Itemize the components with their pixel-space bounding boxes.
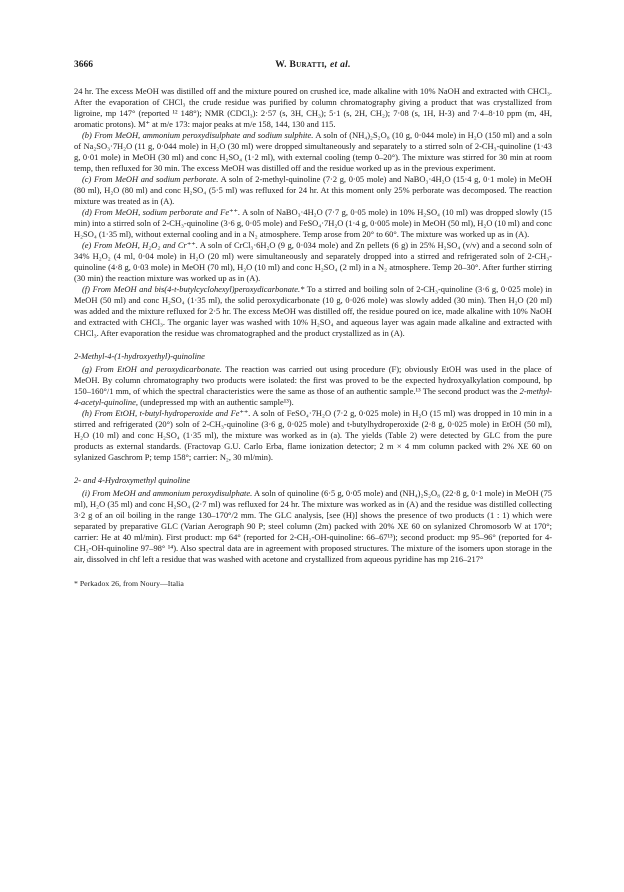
procedure-c-lead: (c) From MeOH and sodium perborate.: [82, 174, 219, 184]
paragraph-procedure-e: [74, 240, 552, 284]
procedure-c-text: A soln of 2-methyl-quinoline (7·2 g, 0·05 mole) and NaBO₃·4H₂O (15·4 g, 0·1 mole) in MeOH (80 ml), H₂O (80 ml) and conc H₂SO₄ (5·5 ml) was refluxed for 24 hr. At this moment only 25% perborate was decomposed. The reaction mixture was treated as in (A).: [74, 174, 552, 206]
procedure-g-text-b: , (undepressed mp with an authentic sample¹³).: [135, 397, 294, 407]
procedure-h-text: A soln of FeSO₄·7H₂O (7·2 g, 0·025 mole) in H₂O (15 ml) was dropped in 10 min in a stirred and refrigerated (20°) soln of 2-CH₃-quinoline (3·6 g, 0·025 mole) and t-butylhydroperoxide (2·8 g, 0·025 mole) in EtOH (50 ml), H₂O (10 ml) and conc H₂SO₄ (1·35 ml), the mixture was worked as in (a). The yields (Table 2) were detected by GLC from the pure products as external standards. (Fractovap G.U. Carlo Erba, flame ionization detector; 2 m × 4 mm column packed with 2% XE 60 on sylanized Gaschrom P; temp 158°; carrier: N₂, 30 ml/min).: [74, 408, 552, 462]
running-header: [74, 60, 552, 76]
procedure-f-lead: (f) From MeOH and bis(4-t-butylcyclohexyl)peroxydicarbonate.*: [82, 284, 305, 294]
procedure-g-compound: 2-methyl-4-acetyl-quinoline: [74, 386, 552, 407]
procedure-e-lead: (e) From MeOH, H₂O₂ and Cr⁺⁺.: [82, 240, 198, 250]
paragraph-procedure-c: [74, 174, 552, 207]
procedure-d-lead: (d) From MeOH, sodium perborate and Fe⁺⁺.: [82, 207, 241, 217]
section-heading-hydroxyethyl: [74, 351, 552, 362]
author-name: W. Buratti: [275, 60, 325, 70]
procedure-h-lead: (h) From EtOH, t-butyl-hydroperoxide and Fe⁺⁺.: [82, 408, 251, 418]
section-heading-hydroxymethyl: [74, 475, 552, 486]
procedure-i-text: A soln of quinoline (6·5 g, 0·05 mole) and (NH₄)₂S₂O₈ (22·8 g, 0·1 mole) in MeOH (75 ml), H₂O (35 ml) and conc H₂SO₄ (2·7 ml) was refluxed for 24 hr. The mixture was worked as in (A) and the residue was distilled collecting 3·2 g of an oil boiling in the range 130–170°/2 mm. The GLC analysis, [see (H)] shows the presence of two products (1 : 1) which were separated by preparative GLC (Varian Aerograph 90 P; steel column (2m) packed with 20% XE 60 on sylanized Chromosorb W at 170°; carrier: He at 40 ml/min). First product: mp 64° (reported for 2-CH₂-OH-quinoline: 66–67¹³); second product: mp 95–96° (reported for 4-CH₂-OH-quinoline 97–98° ¹⁴). Also spectral data are in agreement with proposed structures. The mixture of the isomers upon storage in the air, dissolved in chf left a residue that was washed with acetone and crystallized from aqueous pyridine has mp 216–217°: [74, 488, 553, 564]
page-number: 3666: [74, 60, 93, 70]
procedure-i-lead: (i) From MeOH and ammonium peroxydisulphate.: [82, 488, 253, 498]
article-body: [74, 86, 552, 589]
paragraph-procedure-d: [74, 207, 552, 240]
paragraph-procedure-g: [74, 364, 552, 408]
procedure-d-text: A soln of NaBO₃·4H₂O (7·7 g, 0·05 mole) in 10% H₂SO₄ (10 ml) was dropped slowly (15 min) into a stirred soln of 2-CH₃-quinoline (3·6 g, 0·05 mole) and FeSO₄·7H₂O (1·4 g, 0·005 mole) in MeOH (50 ml), H₂O (10 ml) and conc H₂SO₄ (1·35 ml), without external cooling and in a N₂ atmosphere. Temp arose from 20° to 60°. The mixture was worked up as in (A).: [74, 207, 552, 239]
paragraph-procedure-b: [74, 130, 552, 174]
paragraph-procedure-h: [74, 408, 552, 463]
author-etal: , et al.: [324, 60, 351, 70]
procedure-b-lead: (b) From MeOH, ammonium peroxydisulphate and sodium sulphite.: [82, 130, 314, 140]
procedure-f-text: To a stirred and boiling soln of 2-CH₃-quinoline (3·6 g, 0·025 mole) in MeOH (50 ml) and conc H₂SO₄ (1·35 ml), the solid peroxydicarbonate (10 g, 0·026 mole) was slowly added (30 min). Then H₂O (20 ml) was added and the mixture refluxed for 2·5 hr. The excess MeOH was distilled off, the residue poured on ice, made alkaline with 10% NaOH and extracted with CHCl₃. The organic layer was washed with 10% H₂SO₄ and aqueous layer was again made alkaline and extracted with CHCl₃. After evaporation the residue was chromatographed and the product crystallized as in (A).: [74, 284, 552, 338]
paragraph-procedure-f: [74, 284, 552, 339]
procedure-b-text: A soln of (NH₄)₂S₂O₈ (10 g, 0·044 mole) in H₂O (150 ml) and a soln of Na₂SO₃·7H₂O (11 g, 0·044 mole) in H₂O (30 ml) were dropped simultaneously and separately to a stirred soln of 2-CH₃-quinoline (1·43 g, 0·01 mole) in MeOH (30 ml) and conc H₂SO₄ (1·2 ml), with external cooling (temp 0–20°). The mixture was stirred for 30 min at room temp, then refluxed for 30 min. The excess MeOH was distilled off and the residue worked up as in the previous experiment.: [74, 130, 552, 173]
footnote: * Perkadox 26, from Noury—Italia: [74, 579, 184, 588]
section-heading-hydroxyethyl-text: 2-Methyl-4-(1-hydroxyethyl)-quinoline: [74, 351, 205, 361]
running-title: [74, 60, 552, 70]
procedure-g-text-a: The reaction was carried out using procedure (F); obviously EtOH was used in the place of MeOH. By column chromatography two products were isolated: the first was proved to be the expected hydroxyalkylation compound, bp 150–160°/1 mm, of which the spectral characteristics were the same as those of an authentic sample.¹³ The second product was the: [74, 364, 552, 396]
paragraph-procedure-i: [74, 488, 552, 565]
section-heading-hydroxymethyl-text: 2- and 4-Hydroxymethyl quinoline: [74, 475, 191, 485]
procedure-g-lead: (g) From EtOH and peroxydicarbonate.: [82, 364, 222, 374]
procedure-e-text: A soln of CrCl₃·6H₂O (9 g, 0·034 mole) and Zn pellets (6 g) in 25% H₂SO₄ (v/v) and a second soln of 34% H₂O₂ (4 ml, 0·04 mole) in H₂O (20 ml) were simultaneously and separately dropped into a stirred and refrigerated soln of 2-CH₃-quinoline (4·8 g, 0·03 mole) in MeOH (70 ml), H₂O (10 ml) and conc H₂SO₄ (2 ml) in a N₂ atmosphere. Temp 20–30°. After further stirring (30 min) the reaction mixture was worked up as in (A).: [74, 240, 553, 283]
paragraph-continuation: 24 hr. The excess MeOH was distilled off and the mixture poured on crushed ice, made alkaline with 10% NaOH and extracted with CHCl₃. After the evaporation of CHCl₃ the crude residue was purified by column chromatography giving a product that was crystallized from ligroine, mp 147° (reported ¹² 148°); NMR (CDCl₃): 2·57 (s, 3H, CH₃); 5·1 (s, 2H, CH₂); 7·08 (s, 1H, H-3) and 7·4–8·10 ppm (m, 4H, aromatic protons). M⁺ at m/e 173: major peaks at m/e 158, 144, 130 and 115.: [74, 86, 552, 129]
